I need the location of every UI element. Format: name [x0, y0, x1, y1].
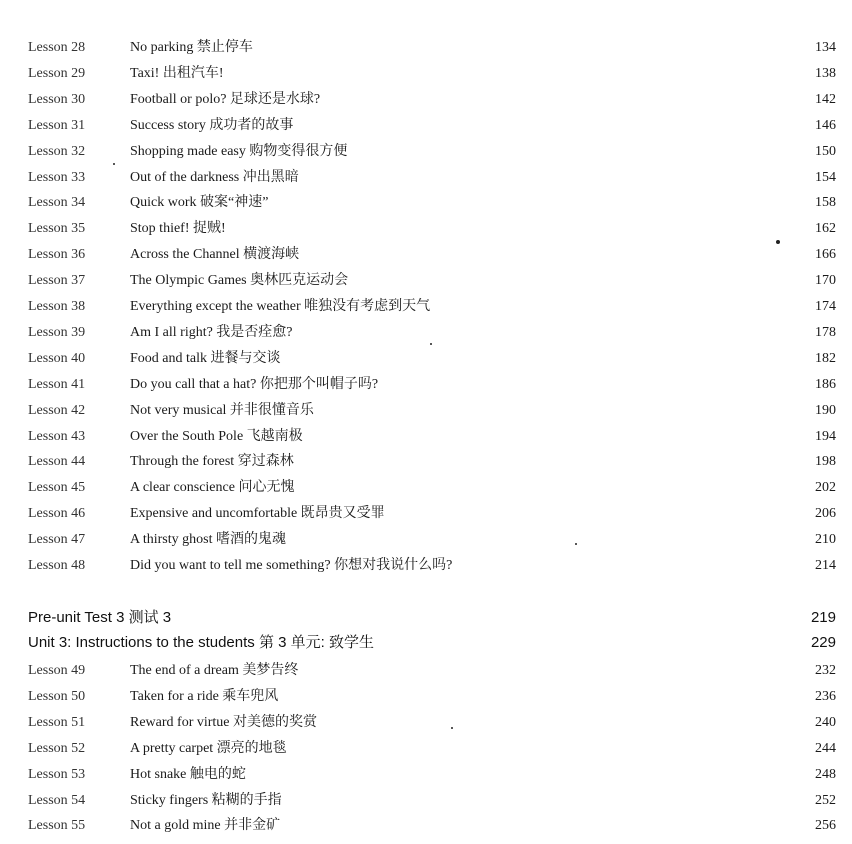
lesson-title: Reward for virtue 对美德的奖赏: [130, 714, 318, 730]
page-number: 248: [815, 766, 836, 782]
page-number: 219: [810, 609, 836, 626]
toc-lesson-row: [0, 684, 852, 710]
lesson-title: Not a gold mine 并非金矿: [130, 818, 281, 834]
scan-speck: [451, 727, 453, 729]
lesson-title: Stop thief! 捉贼!: [130, 221, 226, 237]
page-number: 190: [815, 402, 836, 418]
lesson-title: Across the Channel 横渡海峡: [130, 247, 300, 263]
lesson-title: Quick work 破案“神速”: [130, 195, 269, 211]
lesson-number: Lesson 46: [28, 506, 86, 522]
lesson-number: Lesson 49: [28, 663, 86, 678]
lesson-title: Out of the darkness 冲出黑暗: [130, 169, 299, 185]
lesson-title: Through the forest 穿过森林: [130, 454, 294, 470]
lesson-title: The Olympic Games 奥林匹克运动会: [130, 273, 349, 289]
toc-lesson-row: [0, 398, 852, 424]
lesson-title: Shopping made easy 购物变得很方便: [130, 143, 348, 159]
lesson-title: Sticky fingers 粘糊的手指: [130, 792, 282, 808]
scan-speck: [575, 543, 577, 545]
lesson-number: Lesson 51: [28, 714, 86, 730]
lesson-number: Lesson 47: [28, 532, 86, 548]
toc-lesson-row: [0, 788, 852, 814]
page-number: 194: [815, 428, 836, 444]
toc-lesson-row: [0, 346, 852, 372]
lesson-title: Food and talk 进餐与交谈: [130, 350, 281, 366]
toc-lesson-row: [0, 449, 852, 475]
lesson-title: Over the South Pole 飞越南极: [130, 428, 303, 444]
page-number: 186: [815, 376, 836, 392]
lesson-number: Lesson 35: [28, 221, 86, 237]
page-number: 252: [815, 792, 836, 808]
toc-lesson-row: [0, 475, 852, 501]
toc-lesson-row: [0, 736, 852, 762]
toc-section-row: [0, 632, 852, 654]
toc-lesson-row: [0, 35, 852, 61]
page-number: 142: [815, 91, 836, 107]
page-number: 236: [815, 688, 836, 704]
page-number: 174: [815, 299, 836, 314]
page-number: 178: [815, 324, 836, 340]
toc-lesson-row: [0, 372, 852, 398]
page-number: 154: [815, 169, 836, 185]
toc-lesson-row: [0, 813, 852, 839]
toc-lesson-row: [0, 553, 852, 579]
lesson-title: Taxi! 出租汽车!: [130, 65, 224, 81]
toc-lesson-row: [0, 61, 852, 87]
lesson-title: Expensive and uncomfortable 既昂贵又受罪: [130, 506, 385, 522]
page-number: 214: [815, 558, 836, 573]
lesson-number: Lesson 44: [28, 454, 86, 470]
toc-lesson-row: [0, 165, 852, 191]
page-number: 170: [815, 273, 836, 289]
lesson-number: Lesson 33: [28, 169, 86, 185]
lesson-number: Lesson 34: [28, 195, 86, 211]
lesson-number: Lesson 52: [28, 740, 86, 756]
toc-lesson-row: [0, 242, 852, 268]
lesson-title: Did you want to tell me something? 你想对我说什么吗?: [130, 558, 453, 573]
lesson-number: Lesson 55: [28, 818, 86, 834]
lesson-number: Lesson 39: [28, 324, 86, 340]
lesson-title: Football or polo? 足球还是水球?: [130, 91, 321, 107]
toc-lesson-row: [0, 320, 852, 346]
page-number: 134: [815, 40, 836, 55]
page-number: 198: [815, 454, 836, 470]
page-number: 256: [815, 818, 836, 834]
page-number: 166: [815, 247, 836, 263]
toc-lesson-row: [0, 424, 852, 450]
page-number: 138: [815, 65, 836, 81]
scan-speck: [776, 240, 780, 244]
page-number: 182: [815, 350, 836, 366]
lesson-number: Lesson 38: [28, 299, 86, 314]
page-number: 240: [815, 714, 836, 730]
toc-lesson-row: [0, 139, 852, 165]
lesson-title: Am I all right? 我是否痊愈?: [130, 324, 293, 340]
lesson-title: Taken for a ride 乘车兜风: [130, 688, 279, 704]
toc-lesson-row: [0, 527, 852, 553]
toc-lesson-row: [0, 501, 852, 527]
lesson-number: Lesson 48: [28, 558, 86, 573]
lesson-number: Lesson 31: [28, 117, 86, 133]
toc-lesson-row: [0, 216, 852, 242]
scan-speck: [113, 163, 115, 165]
lesson-number: Lesson 32: [28, 143, 86, 159]
toc-section-row: [0, 607, 852, 629]
scan-speck: [430, 343, 432, 345]
lesson-title: Success story 成功者的故事: [130, 117, 294, 133]
page-number: 146: [815, 117, 836, 133]
toc-lesson-row: [0, 658, 852, 684]
lesson-number: Lesson 45: [28, 480, 86, 496]
toc-lesson-row: [0, 190, 852, 216]
section-title: Pre-unit Test 3 测试 3: [28, 609, 172, 626]
lesson-number: Lesson 50: [28, 688, 86, 704]
page-number: 229: [810, 634, 836, 651]
lesson-number: Lesson 54: [28, 792, 86, 808]
lesson-title: A clear conscience 问心无愧: [130, 480, 295, 496]
lesson-number: Lesson 42: [28, 402, 86, 418]
lesson-number: Lesson 37: [28, 273, 86, 289]
page-number: 232: [815, 663, 836, 678]
lesson-title: Not very musical 并非很懂音乐: [130, 402, 314, 418]
lesson-title: Everything except the weather 唯独没有考虑到天气: [130, 299, 431, 314]
page-number: 206: [815, 506, 836, 522]
lesson-title: The end of a dream 美梦告终: [130, 663, 299, 678]
page-number: 150: [815, 143, 836, 159]
page-number: 244: [815, 740, 836, 756]
lesson-number: Lesson 36: [28, 247, 86, 263]
lesson-title: A pretty carpet 漂亮的地毯: [130, 740, 287, 756]
page-number: 202: [815, 480, 836, 496]
lesson-title: Hot snake 触电的蛇: [130, 766, 246, 782]
toc-lesson-row: [0, 113, 852, 139]
lesson-title: A thirsty ghost 嗜酒的鬼魂: [130, 532, 286, 548]
lesson-title: Do you call that a hat? 你把那个叫帽子吗?: [130, 376, 379, 392]
lesson-number: Lesson 41: [28, 376, 86, 392]
lesson-title: No parking 禁止停车: [130, 40, 253, 55]
toc-lesson-row: [0, 294, 852, 320]
lesson-number: Lesson 40: [28, 350, 86, 366]
lesson-number: Lesson 29: [28, 65, 86, 81]
page-number: 158: [815, 195, 836, 211]
page-number: 162: [815, 221, 836, 237]
lesson-number: Lesson 43: [28, 428, 86, 444]
lesson-number: Lesson 28: [28, 40, 86, 55]
page-number: 210: [815, 532, 836, 548]
toc-lesson-row: [0, 87, 852, 113]
lesson-number: Lesson 30: [28, 91, 86, 107]
lesson-number: Lesson 53: [28, 766, 86, 782]
toc-lesson-row: [0, 762, 852, 788]
toc-lesson-row: [0, 710, 852, 736]
toc-lesson-row: [0, 268, 852, 294]
section-title: Unit 3: Instructions to the students 第 3 单元: 致学生: [28, 634, 374, 651]
